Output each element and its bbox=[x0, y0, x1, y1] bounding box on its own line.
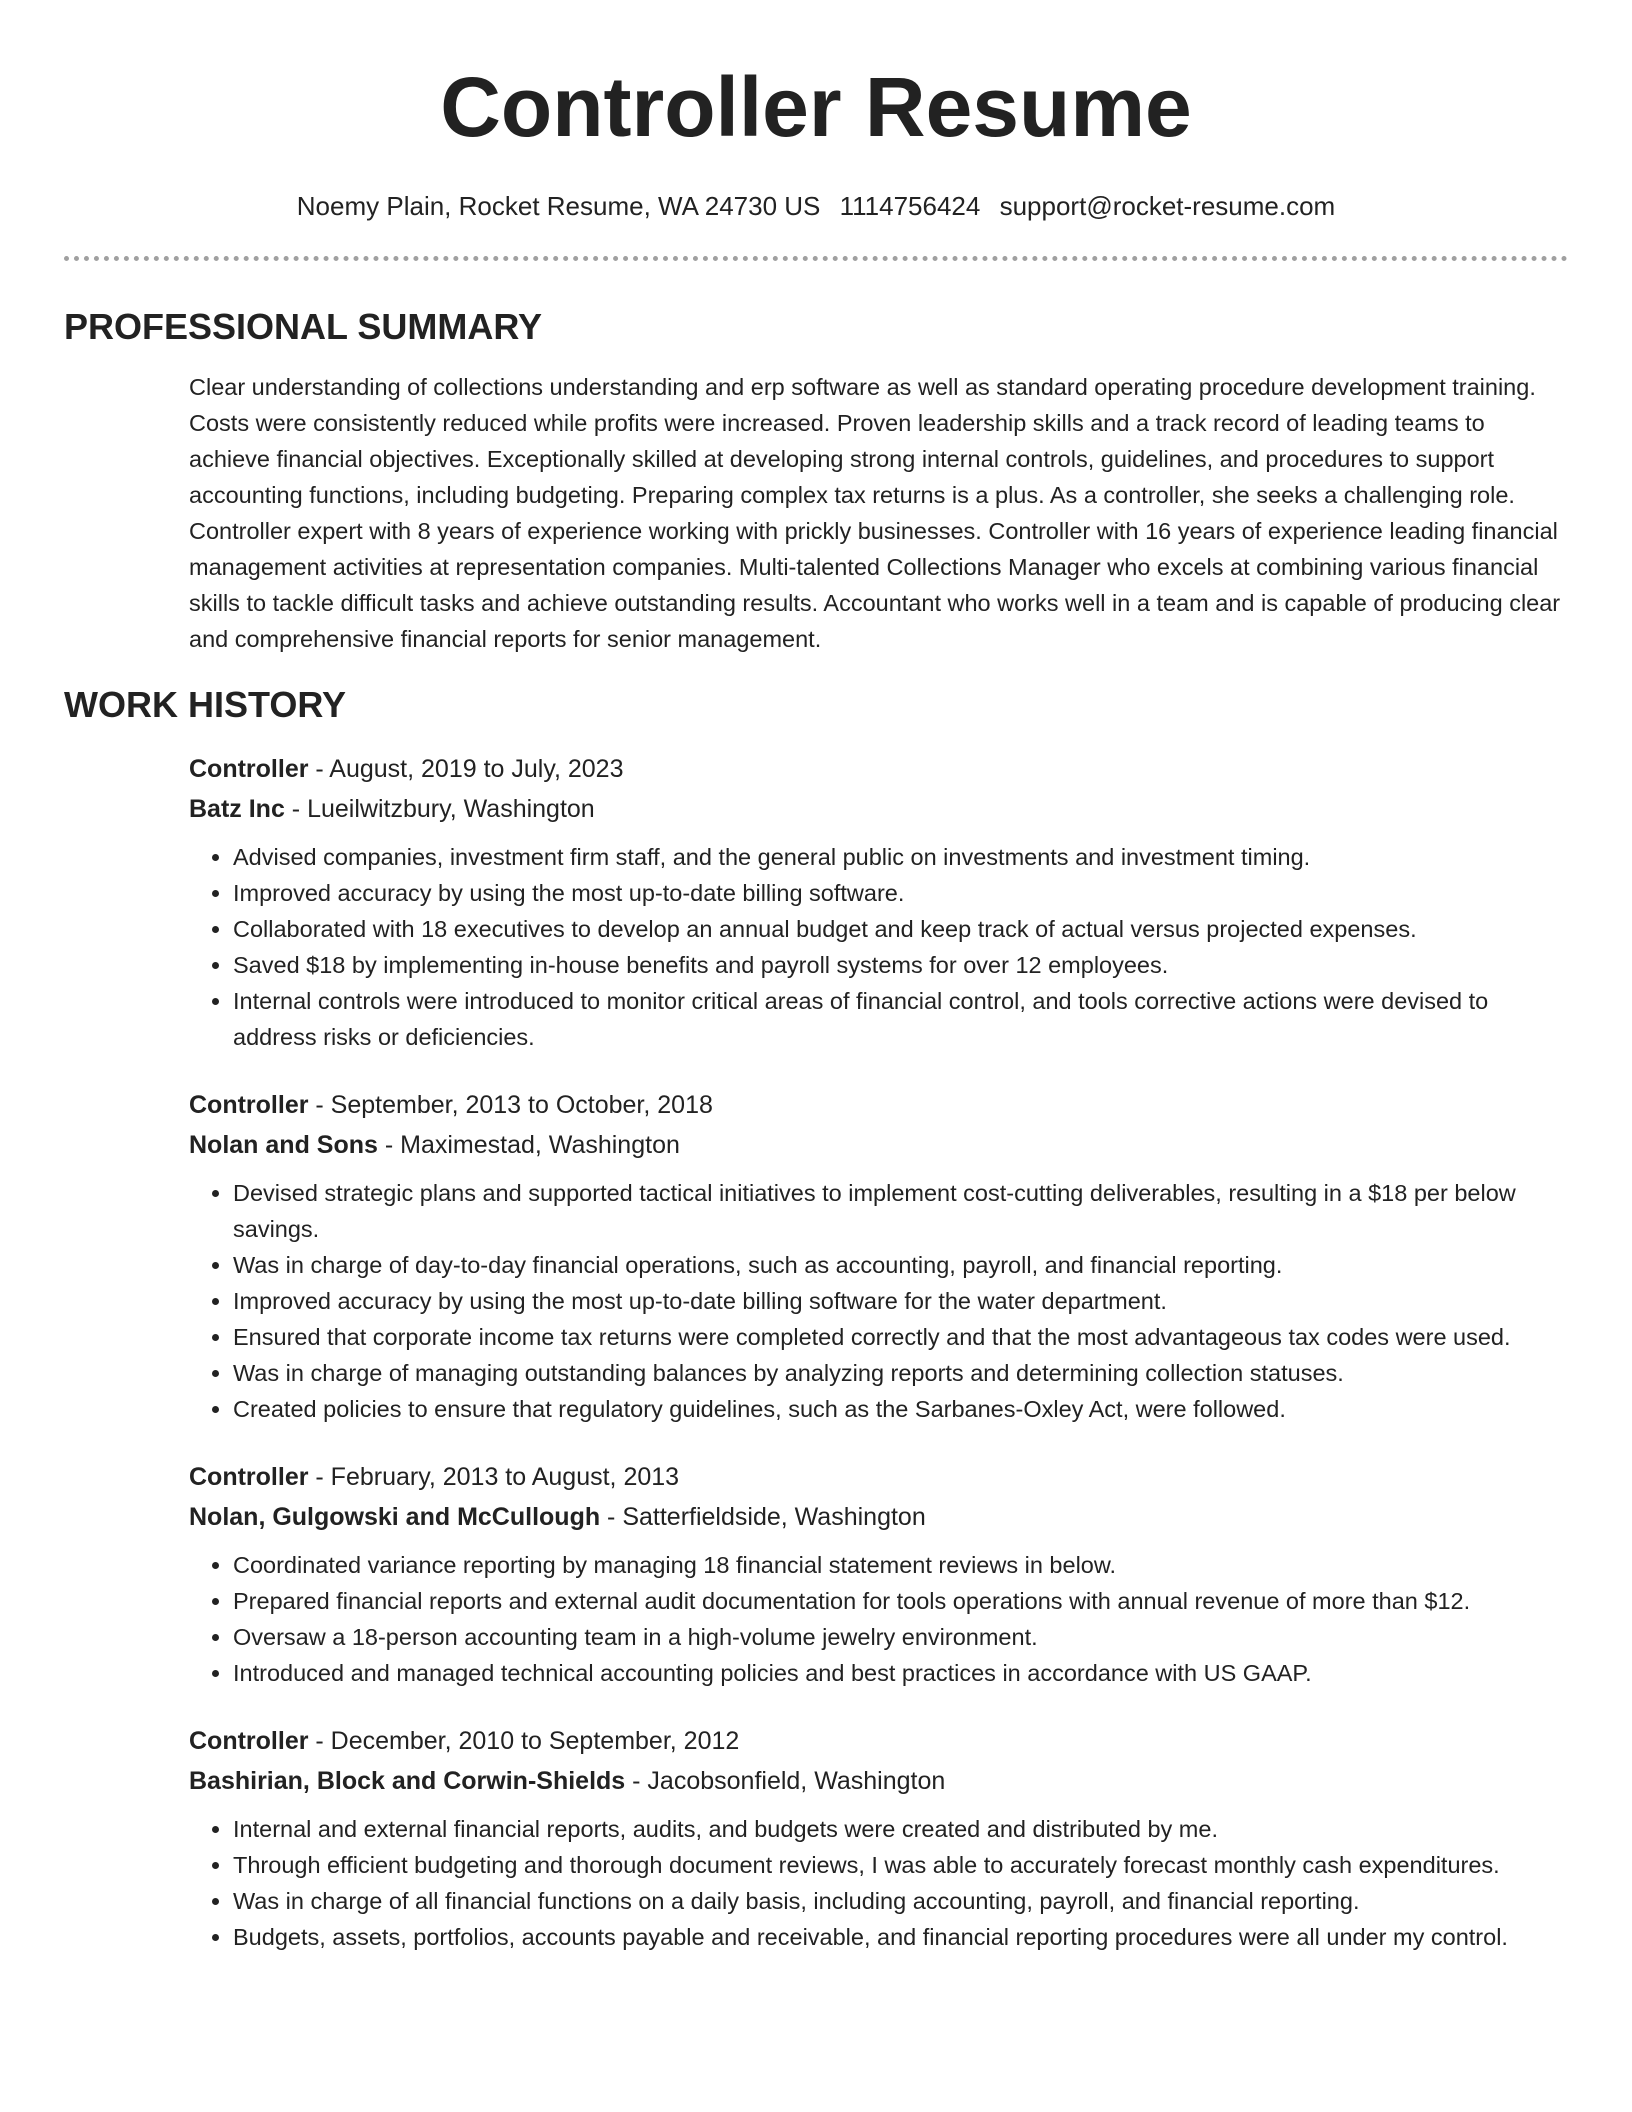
job-location: - Jacobsonfield, Washington bbox=[625, 1767, 946, 1795]
job-company-line bbox=[189, 789, 1568, 829]
job-bullets bbox=[189, 1175, 1568, 1427]
job-bullet: • Improved accuracy by using the most up-to-date billing software. bbox=[233, 875, 1568, 911]
job-company-line bbox=[189, 1761, 1568, 1801]
job-title-line bbox=[189, 749, 1568, 789]
job-company-line bbox=[189, 1125, 1568, 1165]
resume-title: Controller Resume bbox=[440, 60, 1192, 154]
job-title: Controller bbox=[189, 1463, 309, 1491]
job-bullet: • Prepared financial reports and external audit documentation for tools operations with annual revenue of more than $12. bbox=[233, 1583, 1568, 1619]
job-company: Nolan, Gulgowski and McCullough bbox=[189, 1503, 601, 1531]
job-location: - Satterfieldside, Washington bbox=[600, 1503, 926, 1531]
contact-address: Noemy Plain, Rocket Resume, WA 24730 US bbox=[296, 191, 821, 221]
job-bullet: • Through efficient budgeting and thorough document reviews, I was able to accurately forecast monthly cash expenditures. bbox=[233, 1847, 1568, 1883]
contact-phone: 1114756424 bbox=[839, 191, 981, 221]
job-bullet: • Introduced and managed technical accounting policies and best practices in accordance with US GAAP. bbox=[233, 1655, 1568, 1691]
job-bullet: • Internal controls were introduced to monitor critical areas of financial control, and tools corrective actions were devised to address risks or deficiencies. bbox=[233, 983, 1568, 1055]
job-bullet: • Advised companies, investment firm staff, and the general public on investments and investment timing. bbox=[233, 839, 1568, 875]
job-bullet: • Oversaw a 18-person accounting team in a high-volume jewelry environment. bbox=[233, 1619, 1568, 1655]
job-title: Controller bbox=[189, 755, 309, 783]
contact-line bbox=[64, 190, 1568, 222]
job-entry bbox=[189, 1721, 1568, 1955]
header-divider bbox=[64, 256, 1568, 261]
job-bullets bbox=[189, 1811, 1568, 1955]
job-company: Bashirian, Block and Corwin-Shields bbox=[189, 1767, 626, 1795]
job-bullet: • Was in charge of managing outstanding balances by analyzing reports and determining collection statuses. bbox=[233, 1355, 1568, 1391]
job-bullet: • Was in charge of all financial functions on a daily basis, including accounting, payroll, and financial reporting. bbox=[233, 1883, 1568, 1919]
work-history-heading: WORK HISTORY bbox=[64, 684, 347, 725]
job-bullet: • Budgets, assets, portfolios, accounts payable and receivable, and financial reporting procedures were all under my control. bbox=[233, 1919, 1568, 1955]
job-title-line bbox=[189, 1721, 1568, 1761]
job-title: Controller bbox=[189, 1091, 309, 1119]
job-dates: - December, 2010 to September, 2012 bbox=[308, 1727, 740, 1755]
job-bullet: • Coordinated variance reporting by managing 18 financial statement reviews in below. bbox=[233, 1547, 1568, 1583]
job-bullet: • Created policies to ensure that regulatory guidelines, such as the Sarbanes-Oxley Act, were followed. bbox=[233, 1391, 1568, 1427]
job-title-line bbox=[189, 1085, 1568, 1125]
job-bullet: • Saved $18 by implementing in-house benefits and payroll systems for over 12 employees. bbox=[233, 947, 1568, 983]
job-dates: - August, 2019 to July, 2023 bbox=[308, 755, 624, 783]
job-bullet: • Devised strategic plans and supported tactical initiatives to implement cost-cutting deliverables, resulting in a $18 per below savings. bbox=[233, 1175, 1568, 1247]
job-company: Nolan and Sons bbox=[189, 1131, 378, 1159]
job-entry bbox=[189, 749, 1568, 1055]
job-bullet: • Improved accuracy by using the most up-to-date billing software for the water department. bbox=[233, 1283, 1568, 1319]
job-entry bbox=[189, 1457, 1568, 1691]
job-bullet: • Internal and external financial reports, audits, and budgets were created and distributed by me. bbox=[233, 1811, 1568, 1847]
job-bullets bbox=[189, 839, 1568, 1055]
job-location: - Lueilwitzbury, Washington bbox=[284, 795, 595, 823]
summary-text: Clear understanding of collections understanding and erp software as well as standard operating procedure development training. Costs were consistently reduced while profits were increased. Proven leadership skills and a track record of leading teams to achieve financial objectives. Exceptionally skilled at developing strong internal controls, guidelines, and procedures to support accounting functions, including budgeting. Preparing complex tax returns is a plus. As a controller, she seeks a challenging role. Controller expert with 8 years of experience working with prickly businesses. Controller with 16 years of experience leading financial management activities at representation companies. Multi-talented Collections Manager who excels at combining various financial skills to tackle difficult tasks and achieve outstanding results. Accountant who works well in a team and is capable of producing clear and comprehensive financial reports for senior management. bbox=[189, 374, 1561, 652]
job-bullet: • Collaborated with 18 executives to develop an annual budget and keep track of actual versus projected expenses. bbox=[233, 911, 1568, 947]
job-company: Batz Inc bbox=[189, 795, 285, 823]
summary-heading: PROFESSIONAL SUMMARY bbox=[64, 306, 543, 347]
resume-page bbox=[64, 0, 1568, 1955]
job-location: - Maximestad, Washington bbox=[377, 1131, 680, 1159]
job-company-line bbox=[189, 1497, 1568, 1537]
job-dates: - February, 2013 to August, 2013 bbox=[308, 1463, 680, 1491]
job-bullet: • Was in charge of day-to-day financial operations, such as accounting, payroll, and financial reporting. bbox=[233, 1247, 1568, 1283]
job-dates: - September, 2013 to October, 2018 bbox=[308, 1091, 713, 1119]
job-bullet: • Ensured that corporate income tax returns were completed correctly and that the most advantageous tax codes were used. bbox=[233, 1319, 1568, 1355]
job-title-line bbox=[189, 1457, 1568, 1497]
job-title: Controller bbox=[189, 1727, 309, 1755]
job-bullets bbox=[189, 1547, 1568, 1691]
job-entry bbox=[189, 1085, 1568, 1427]
contact-email: support@rocket-resume.com bbox=[999, 191, 1336, 221]
